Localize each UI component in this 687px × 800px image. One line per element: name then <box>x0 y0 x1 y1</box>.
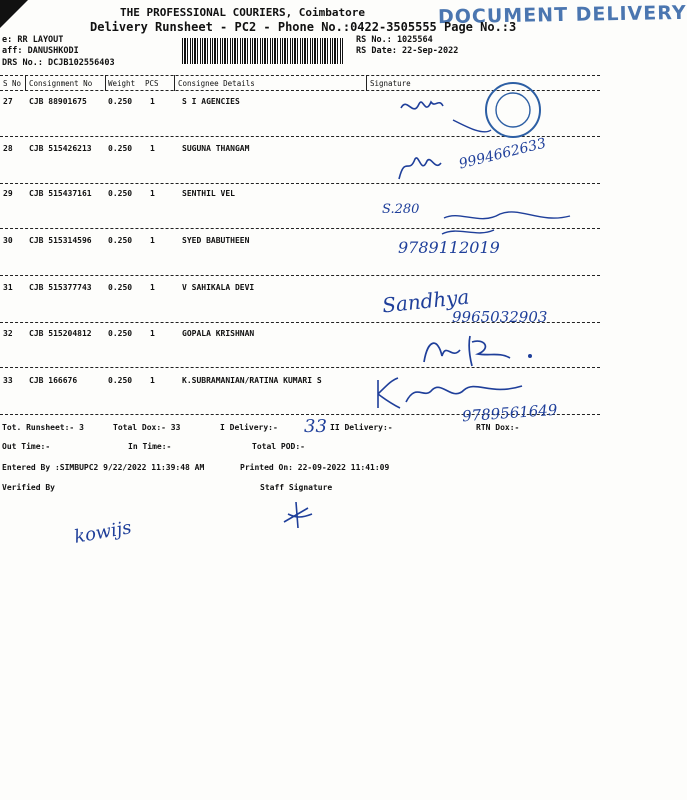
out-time: Out Time:- <box>2 442 51 451</box>
row-consignee: SUGUNA THANGAM <box>182 144 250 153</box>
table-top-rule <box>0 75 600 76</box>
row-weight: 0.250 <box>108 329 133 338</box>
corner-mark <box>0 0 28 28</box>
row31-name-handwritten: Sandhya <box>380 284 471 318</box>
row-consignment: CJB 515426213 <box>29 144 92 153</box>
ii-delivery: II Delivery:- <box>330 423 393 432</box>
row31-phone-handwritten: 9965032903 <box>452 308 548 326</box>
verified-signature-handwritten: kowijs <box>72 517 134 548</box>
row-weight: 0.250 <box>108 236 133 245</box>
row-consignment: CJB 166676 <box>29 376 78 385</box>
drs-number: DRS No.: DCJB102556403 <box>2 58 115 68</box>
total-pod: Total POD:- <box>252 442 305 451</box>
row-consignee: SENTHIL VEL <box>182 189 235 198</box>
col-header-pcs: PCS <box>145 79 159 88</box>
row-weight: 0.250 <box>108 283 133 292</box>
total-runsheet: Tot. Runsheet:- 3 <box>2 423 84 432</box>
rtn-dox: RTN Dox:- <box>476 423 520 432</box>
row-consignment: CJB 515204812 <box>29 329 92 338</box>
row-pcs: 1 <box>150 283 155 292</box>
row-sno: 30 <box>3 236 13 245</box>
row-pcs: 1 <box>150 329 155 338</box>
row-pcs: 1 <box>150 97 155 106</box>
row-consignment: CJB 515314596 <box>29 236 92 245</box>
row-sno: 28 <box>3 144 13 153</box>
delivered-count-handwritten: 33 <box>304 416 327 437</box>
company-name: THE PROFESSIONAL COURIERS, Coimbatore <box>120 6 366 19</box>
staff-label: aff: DANUSHKODI <box>2 46 79 56</box>
row-weight: 0.250 <box>108 189 133 198</box>
row-consignee: K.SUBRAMANIAN/RATINA KUMARI S <box>182 376 322 385</box>
staff-signature-label: Staff Signature <box>260 483 333 492</box>
col-header-consignment: Consignment No <box>29 79 93 88</box>
col-header-signature: Signature <box>370 79 411 88</box>
row-consignment: CJB 88901675 <box>29 97 87 106</box>
row-consignee: S I AGENCIES <box>182 97 240 106</box>
row-pcs: 1 <box>150 376 155 385</box>
row-consignment: CJB 515437161 <box>29 189 92 198</box>
row-weight: 0.250 <box>108 97 133 106</box>
row-sno: 32 <box>3 329 13 338</box>
row28-signature <box>395 145 455 185</box>
barcode <box>182 38 344 64</box>
col-header-sno: S No <box>3 79 22 88</box>
route-label: e: RR LAYOUT <box>2 35 64 45</box>
row-separator <box>0 183 600 184</box>
entered-by: Entered By :SIMBUPC2 9/22/2022 11:39:48 AM <box>2 463 205 472</box>
verified-by: Verified By <box>2 483 55 492</box>
row-separator <box>0 275 600 276</box>
row27-signature-and-seal <box>395 78 545 138</box>
row28-phone-handwritten: 9994662633 <box>457 135 548 173</box>
row-weight: 0.250 <box>108 144 133 153</box>
row30-phone-handwritten: 9789112019 <box>398 238 500 257</box>
row-consignee: GOPALA KRISHNAN <box>182 329 255 338</box>
row-pcs: 1 <box>150 236 155 245</box>
row-sno: 33 <box>3 376 13 385</box>
row-sno: 27 <box>3 97 13 106</box>
in-time: In Time:- <box>128 442 172 451</box>
row33-phone-handwritten: 9789561649 <box>461 400 558 426</box>
row32-signature <box>420 332 550 368</box>
row-sno: 31 <box>3 283 13 292</box>
col-divider <box>174 75 175 91</box>
i-delivery: I Delivery:- <box>220 423 278 432</box>
row-consignee: V SAHIKALA DEVI <box>182 283 255 292</box>
document-delivery-stamp: DOCUMENT DELIVERY <box>437 1 687 29</box>
printed-on: Printed On: 22-09-2022 11:41:09 <box>240 463 390 472</box>
col-divider <box>25 75 26 91</box>
row-sno: 29 <box>3 189 13 198</box>
col-header-weight: Weight <box>108 79 136 88</box>
row-consignee: SYED BABUTHEEN <box>182 236 250 245</box>
row29-30-scribble <box>440 200 580 240</box>
row-pcs: 1 <box>150 144 155 153</box>
row-weight: 0.250 <box>108 376 133 385</box>
col-divider <box>366 75 367 91</box>
staff-signature-mark <box>278 500 318 530</box>
row-consignment: CJB 515377743 <box>29 283 92 292</box>
col-divider <box>105 75 106 91</box>
rs-number: RS No.: 1025564 <box>356 35 433 45</box>
runsheet-title: Delivery Runsheet - PC2 - Phone No.:0422-3505555 Page No.:3 <box>90 20 517 34</box>
row-pcs: 1 <box>150 189 155 198</box>
col-header-consignee: Consignee Details <box>178 79 255 88</box>
row29-note-handwritten: S.280 <box>382 202 420 217</box>
total-dox: Total Dox:- 33 <box>113 423 181 432</box>
rs-date: RS Date: 22-Sep-2022 <box>356 46 459 56</box>
